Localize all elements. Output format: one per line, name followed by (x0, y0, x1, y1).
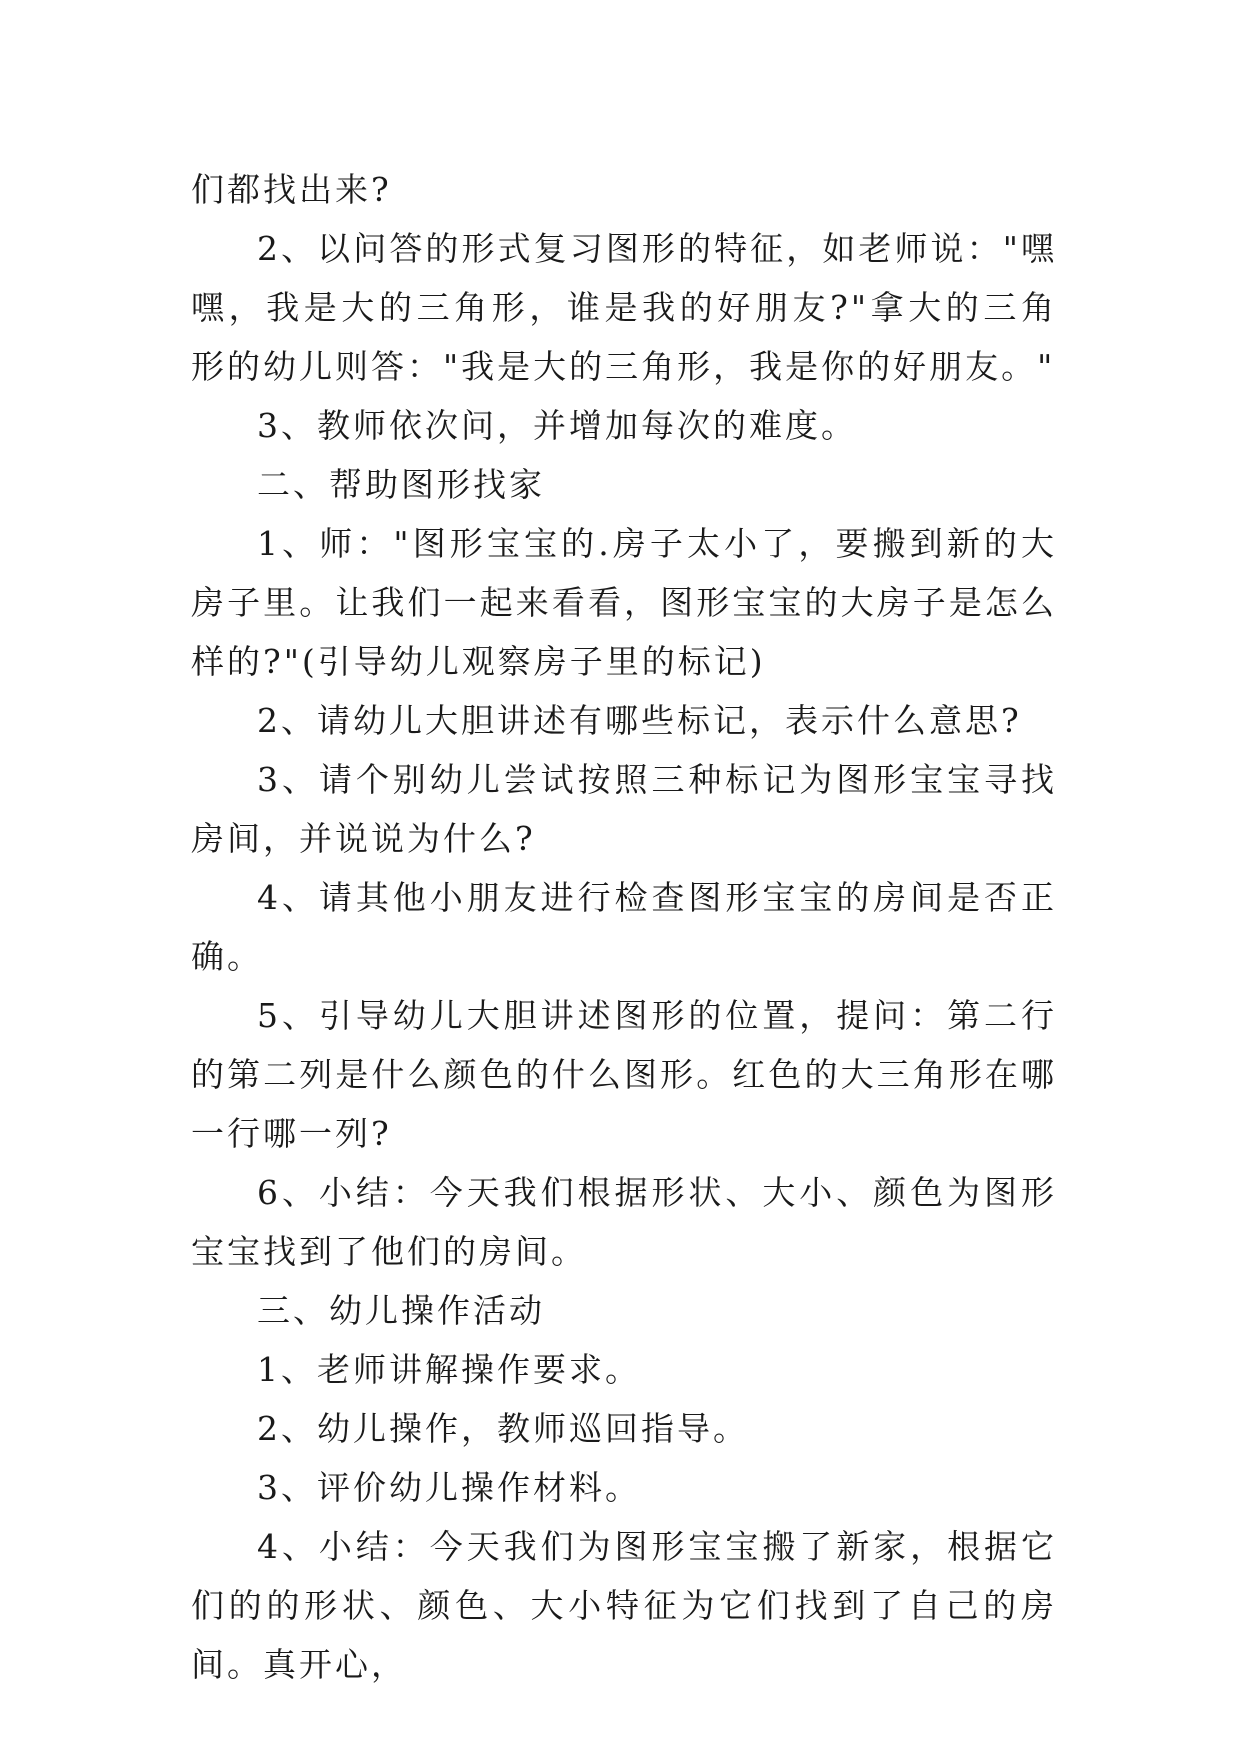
paragraph-7: 4、请其他小朋友进行检查图形宝宝的房间是否正确。 (191, 878, 1057, 976)
paragraph-8: 5、引导幼儿大胆讲述图形的位置，提问：第二行的第二列是什么颜色的什么图形。红色的大三角形在哪一行哪一列? (191, 996, 1057, 1153)
paragraph-5: 2、请幼儿大胆讲述有哪些标记，表示什么意思? (257, 701, 1022, 740)
paragraph-10: 1、老师讲解操作要求。 (257, 1350, 641, 1389)
paragraph-4: 1、师："图形宝宝的.房子太小了，要搬到新的大房子里。让我们一起来看看，图形宝宝的大房子是怎么样的?"(引导幼儿观察房子里的标记) (191, 524, 1057, 681)
paragraph-13: 4、小结：今天我们为图形宝宝搬了新家，根据它们的的形状、颜色、大小特征为它们找到了自己的房间。真开心， (191, 1527, 1057, 1684)
paragraph-9: 6、小结：今天我们根据形状、大小、颜色为图形宝宝找到了他们的房间。 (191, 1173, 1057, 1271)
paragraph-11: 2、幼儿操作，教师巡回指导。 (257, 1409, 749, 1448)
section-heading-2: 二、帮助图形找家 (257, 465, 545, 504)
paragraph-1: 们都找出来? (191, 170, 392, 209)
section-heading-3: 三、幼儿操作活动 (257, 1291, 545, 1330)
paragraph-2: 2、以问答的形式复习图形的特征，如老师说："嘿嘿，我是大的三角形，谁是我的好朋友?"拿大的三角形的幼儿则答："我是大的三角形，我是你的好朋友。" (191, 229, 1057, 386)
paragraph-12: 3、评价幼儿操作材料。 (257, 1468, 641, 1507)
paragraph-3: 3、教师依次问，并增加每次的难度。 (257, 406, 857, 445)
paragraph-6: 3、请个别幼儿尝试按照三种标记为图形宝宝寻找房间，并说说为什么? (191, 760, 1057, 858)
document-body (191, 160, 1057, 1694)
